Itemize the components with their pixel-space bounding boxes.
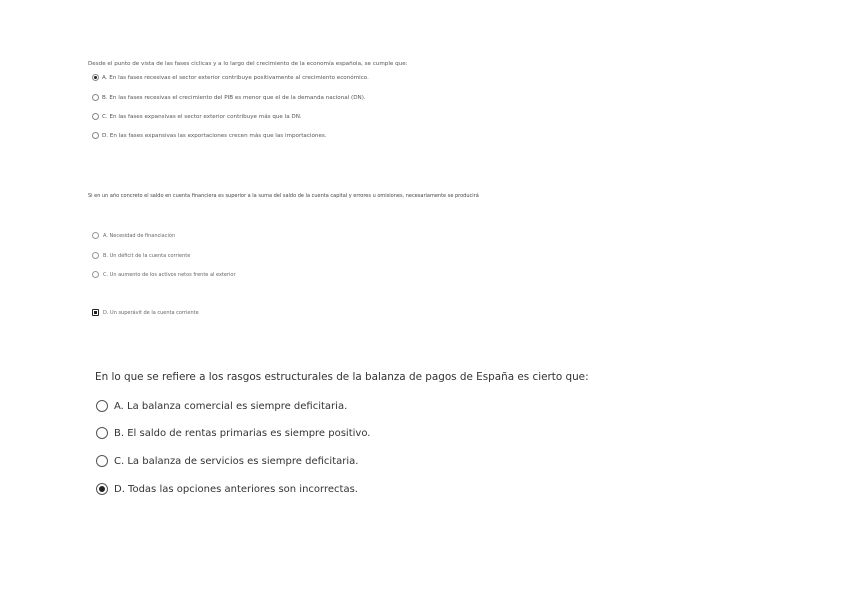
question-3-option-d[interactable] xyxy=(96,483,358,495)
radio-unselected-icon[interactable] xyxy=(92,271,99,278)
radio-unselected-icon[interactable] xyxy=(92,232,99,239)
radio-unselected-icon[interactable] xyxy=(96,427,108,439)
question-2-option-c[interactable] xyxy=(92,271,236,278)
question-3-option-c[interactable] xyxy=(96,455,358,467)
question-1-text: Desde el punto de vista de las fases cíclicas y a lo largo del crecimiento de la economía española, se cumple que: xyxy=(88,61,408,67)
option-label: D. Todas las opciones anteriores son incorrectas. xyxy=(114,483,358,495)
question-1-option-c[interactable] xyxy=(92,113,302,120)
radio-unselected-icon[interactable] xyxy=(92,132,99,139)
radio-unselected-icon[interactable] xyxy=(92,94,99,101)
option-label: B. En las fases recesivas el crecimiento del PIB es menor que el de la demanda nacional (DN). xyxy=(102,94,366,101)
option-label: C. La balanza de servicios es siempre deficitaria. xyxy=(114,455,359,467)
option-label: B. Un déficit de la cuenta corriente xyxy=(103,252,191,259)
option-label: D. En las fases expansivas las exportaciones crecen más que las importaciones. xyxy=(102,132,327,139)
question-3-text: En lo que se refiere a los rasgos estructurales de la balanza de pagos de España es cierto que: xyxy=(95,371,589,383)
radio-unselected-icon[interactable] xyxy=(92,252,99,259)
radio-selected-icon[interactable] xyxy=(92,74,99,81)
question-1-option-a[interactable] xyxy=(92,74,369,81)
option-label: C. Un aumento de los activos netos frente al exterior xyxy=(103,271,236,278)
question-1-option-d[interactable] xyxy=(92,132,327,139)
radio-unselected-icon[interactable] xyxy=(96,455,108,467)
question-2-option-b[interactable] xyxy=(92,252,190,259)
option-label: D. Un superávit de la cuenta corriente xyxy=(103,309,199,316)
question-1-option-b[interactable] xyxy=(92,94,366,101)
option-label: B. El saldo de rentas primarias es siempre positivo. xyxy=(114,427,371,439)
radio-unselected-icon[interactable] xyxy=(96,400,108,412)
radio-unselected-icon[interactable] xyxy=(92,113,99,120)
radio-selected-icon[interactable] xyxy=(92,309,99,316)
radio-selected-icon[interactable] xyxy=(96,483,108,495)
question-3-option-b[interactable] xyxy=(96,427,370,439)
question-2-option-d[interactable] xyxy=(92,309,199,316)
question-2-option-a[interactable] xyxy=(92,232,175,239)
option-label: C. En las fases expansivas el sector exterior contribuye más que la DN. xyxy=(102,113,302,120)
question-2-text: Si en un año concreto el saldo en cuenta financiera es superior a la suma del saldo de la cuenta capital y errores u omisiones, necesariamente se producirá xyxy=(88,193,479,199)
question-3-option-a[interactable] xyxy=(96,400,347,412)
option-label: A. La balanza comercial es siempre deficitaria. xyxy=(114,400,348,412)
option-label: A. En las fases recesivas el sector exterior contribuye positivamente al crecimiento económico. xyxy=(102,74,369,81)
option-label: A. Necesidad de financiación xyxy=(103,232,176,239)
